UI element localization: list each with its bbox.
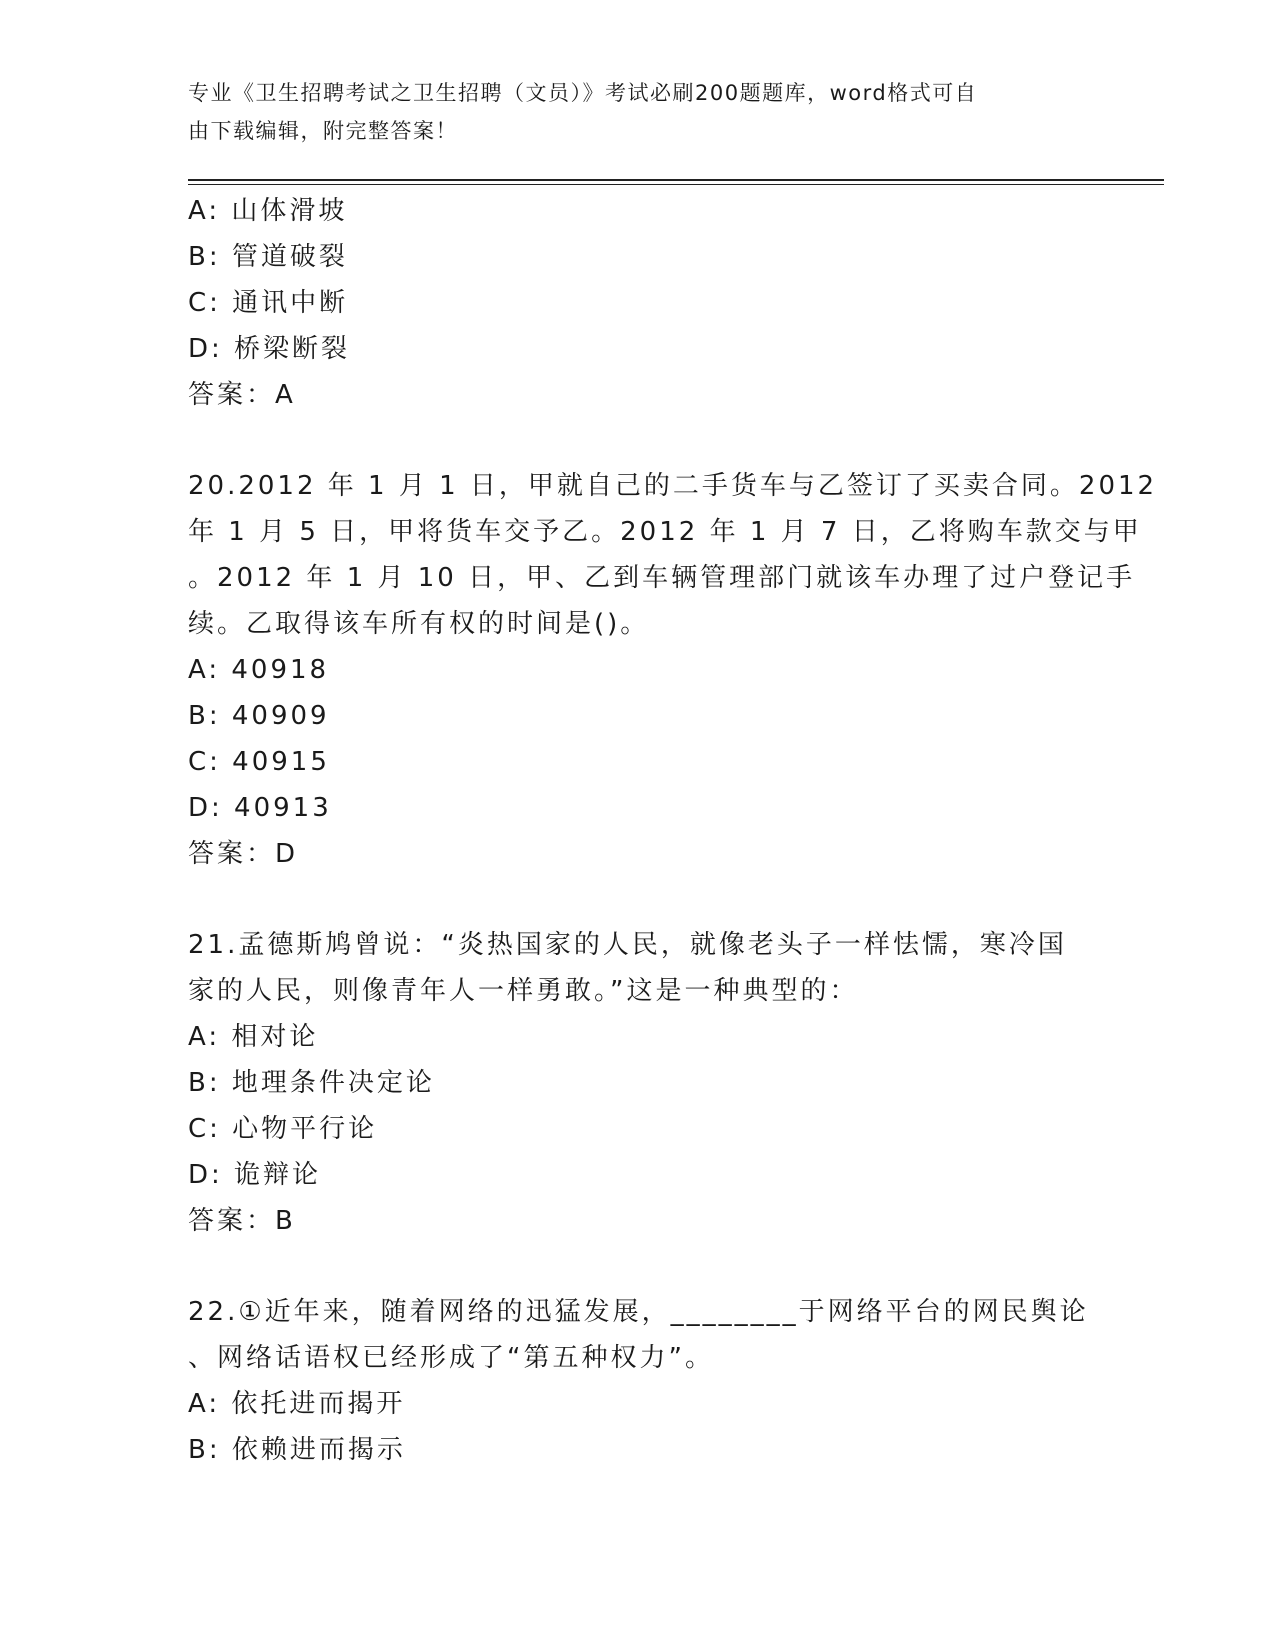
question-text-line: 年 1 月 5 日，甲将货车交予乙。2012 年 1 月 7 日，乙将购车款交与甲 bbox=[188, 517, 1142, 547]
answer-line: 答案：A bbox=[188, 380, 296, 410]
option-a: A: 相对论 bbox=[188, 1022, 319, 1052]
option-d: D: 诡辩论 bbox=[188, 1160, 322, 1190]
block-spacer bbox=[188, 877, 1088, 922]
question-text-line: 、网络话语权已经形成了“第五种权力”。 bbox=[188, 1343, 714, 1373]
option-b: B: 管道破裂 bbox=[188, 242, 348, 272]
question-list bbox=[188, 188, 1158, 1473]
header-line-2: 由下载编辑，附完整答案！ bbox=[188, 119, 458, 143]
question-text-line: 20.2012 年 1 月 1 日，甲就自己的二手货车与乙签订了买卖合同。2012 bbox=[188, 471, 1158, 501]
question-text-line: 家的人民，则像青年人一样勇敢。”这是一种典型的： bbox=[188, 976, 859, 1006]
block-spacer bbox=[188, 418, 1088, 463]
question-text-line: 续。乙取得该车所有权的时间是()。 bbox=[188, 609, 650, 639]
option-a: A: 40918 bbox=[188, 655, 330, 685]
question-block-21 bbox=[188, 922, 1088, 1244]
block-spacer bbox=[188, 1244, 1088, 1289]
answer-line: 答案：D bbox=[188, 839, 299, 869]
option-b: B: 依赖进而揭示 bbox=[188, 1435, 406, 1465]
question-block-19 bbox=[188, 188, 1088, 418]
question-text-line: 22.①近年来，随着网络的迅猛发展，________于网络平台的网民舆论 bbox=[188, 1297, 1089, 1327]
header-divider-thick bbox=[188, 179, 1164, 181]
option-b: B: 40909 bbox=[188, 701, 330, 731]
header-divider-thin bbox=[188, 184, 1164, 185]
document-header bbox=[188, 74, 1068, 150]
question-block-22 bbox=[188, 1289, 1088, 1473]
option-d: D: 桥梁断裂 bbox=[188, 334, 351, 364]
option-d: D: 40913 bbox=[188, 793, 332, 823]
answer-line: 答案：B bbox=[188, 1206, 296, 1236]
option-a: A: 山体滑坡 bbox=[188, 196, 348, 226]
question-text-line: 21.孟德斯鸠曾说：“炎热国家的人民，就像老头子一样怯懦，寒冷国 bbox=[188, 930, 1067, 960]
option-c: C: 40915 bbox=[188, 747, 330, 777]
option-c: C: 通讯中断 bbox=[188, 288, 349, 318]
question-text-line: 。2012 年 1 月 10 日，甲、乙到车辆管理部门就该车办理了过户登记手 bbox=[188, 563, 1136, 593]
option-c: C: 心物平行论 bbox=[188, 1114, 378, 1144]
option-a: A: 依托进而揭开 bbox=[188, 1389, 406, 1419]
header-line-1: 专业《卫生招聘考试之卫生招聘（文员）》考试必刷200题题库，word格式可自 bbox=[188, 81, 978, 105]
question-block-20 bbox=[188, 463, 1158, 877]
option-b: B: 地理条件决定论 bbox=[188, 1068, 435, 1098]
